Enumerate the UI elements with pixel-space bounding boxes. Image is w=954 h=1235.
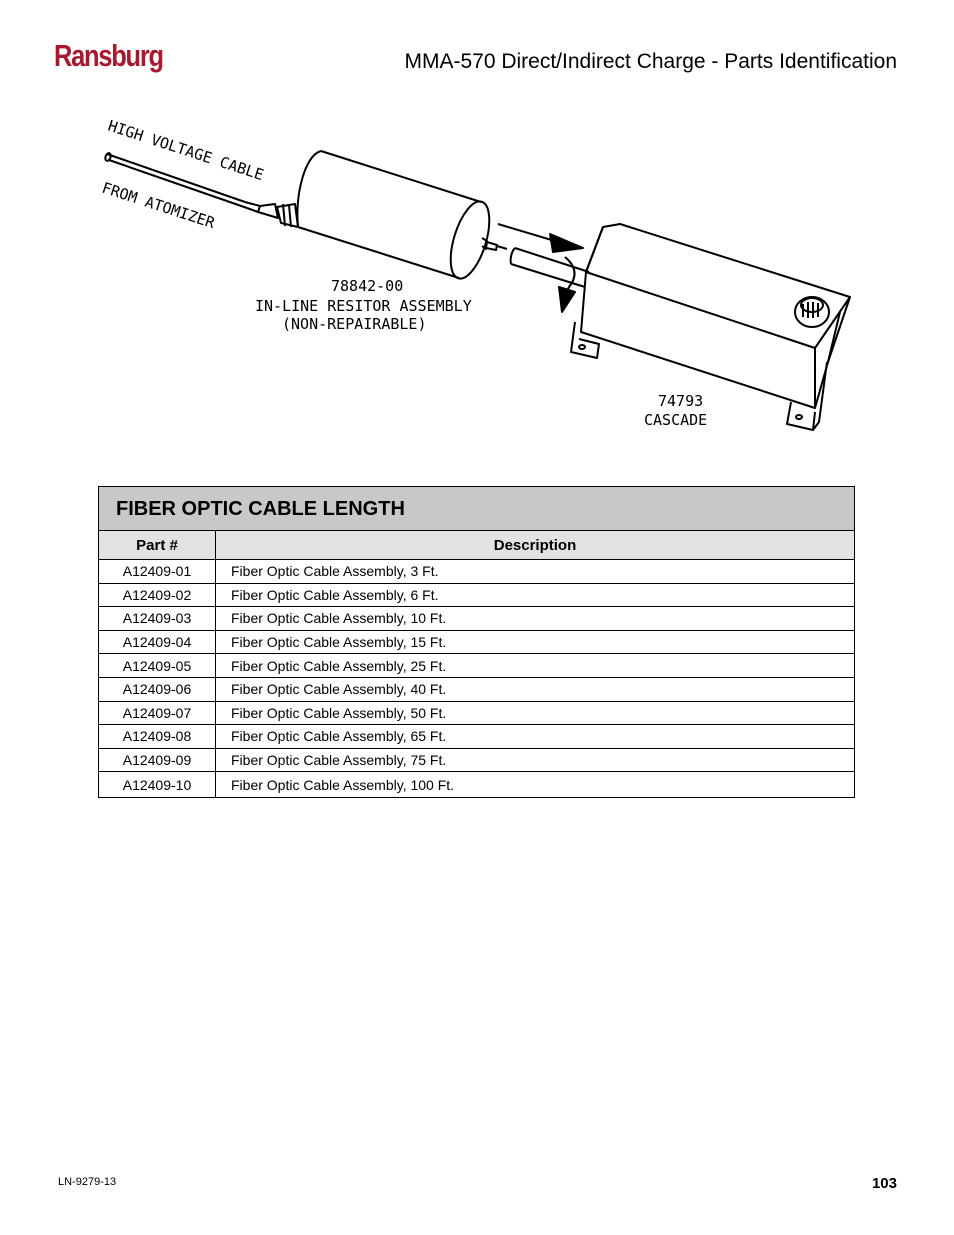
label-resistor-name-line2: (NON-REPAIRABLE) <box>282 315 427 333</box>
table-row <box>99 560 854 584</box>
resistor-assembly-drawing <box>297 151 507 283</box>
table-row <box>99 677 854 701</box>
description-cell: Fiber Optic Cable Assembly, 75 Ft. <box>216 748 855 772</box>
table-title: FIBER OPTIC CABLE LENGTH <box>99 487 854 531</box>
part-number-cell: A12409-05 <box>99 654 216 678</box>
column-header-part-number: Part # <box>99 531 216 560</box>
parts-diagram <box>95 112 865 442</box>
description-cell: Fiber Optic Cable Assembly, 25 Ft. <box>216 654 855 678</box>
label-cable-line2: FROM ATOMIZER <box>99 178 217 233</box>
description-cell: Fiber Optic Cable Assembly, 100 Ft. <box>231 776 455 793</box>
column-header-description: Description <box>216 531 855 560</box>
part-number-cell: A12409-04 <box>99 630 216 654</box>
table-header-row <box>99 531 854 560</box>
description-cell: Fiber Optic Cable Assembly, 3 Ft. <box>216 560 855 584</box>
table-row <box>99 701 854 725</box>
description-cell: Fiber Optic Cable Assembly, 65 Ft. <box>216 725 855 749</box>
table-row <box>99 748 854 772</box>
label-cascade-name: CASCADE <box>644 411 708 429</box>
brand-logo: Ransburg <box>54 38 163 73</box>
fiber-optic-cable-table <box>98 486 855 798</box>
description-cell: Fiber Optic Cable Assembly, 40 Ft. <box>216 677 855 701</box>
label-cable-line1: HIGH VOLTAGE CABLE <box>105 116 266 185</box>
part-number-cell: A12409-03 <box>99 607 216 631</box>
table-row <box>99 607 854 631</box>
page-number: 103 <box>871 1175 897 1192</box>
table-row <box>99 654 854 678</box>
table-row <box>99 725 854 749</box>
part-number-cell: A12409-01 <box>99 560 216 584</box>
label-cascade-part-number: 74793 <box>658 392 704 410</box>
part-number-cell: A12409-02 <box>99 583 216 607</box>
description-cell: Fiber Optic Cable Assembly, 10 Ft. <box>216 607 855 631</box>
table-row <box>99 630 854 654</box>
assembly-arrows <box>498 224 583 312</box>
part-number-cell: A12409-07 <box>99 701 216 725</box>
document-number: LN-9279-13 <box>58 1176 117 1188</box>
label-resistor-part-number: 78842-00 <box>331 277 404 295</box>
part-number-cell: A12409-08 <box>99 725 216 749</box>
description-cell: Fiber Optic Cable Assembly, 50 Ft. <box>216 701 855 725</box>
table-row <box>99 772 854 798</box>
page-title: MMA-570 Direct/Indirect Charge - Parts Identification <box>404 50 897 73</box>
part-number-cell: A12409-09 <box>99 748 216 772</box>
label-resistor-name-line1: IN-LINE RESITOR ASSEMBLY <box>255 297 472 315</box>
description-cell: Fiber Optic Cable Assembly, 15 Ft. <box>216 630 855 654</box>
table-row <box>99 583 854 607</box>
part-number-cell: A12409-06 <box>99 677 216 701</box>
description-cell: Fiber Optic Cable Assembly, 6 Ft. <box>216 583 855 607</box>
parts-table <box>99 531 854 797</box>
part-number-cell: A12409-10 <box>99 772 216 798</box>
